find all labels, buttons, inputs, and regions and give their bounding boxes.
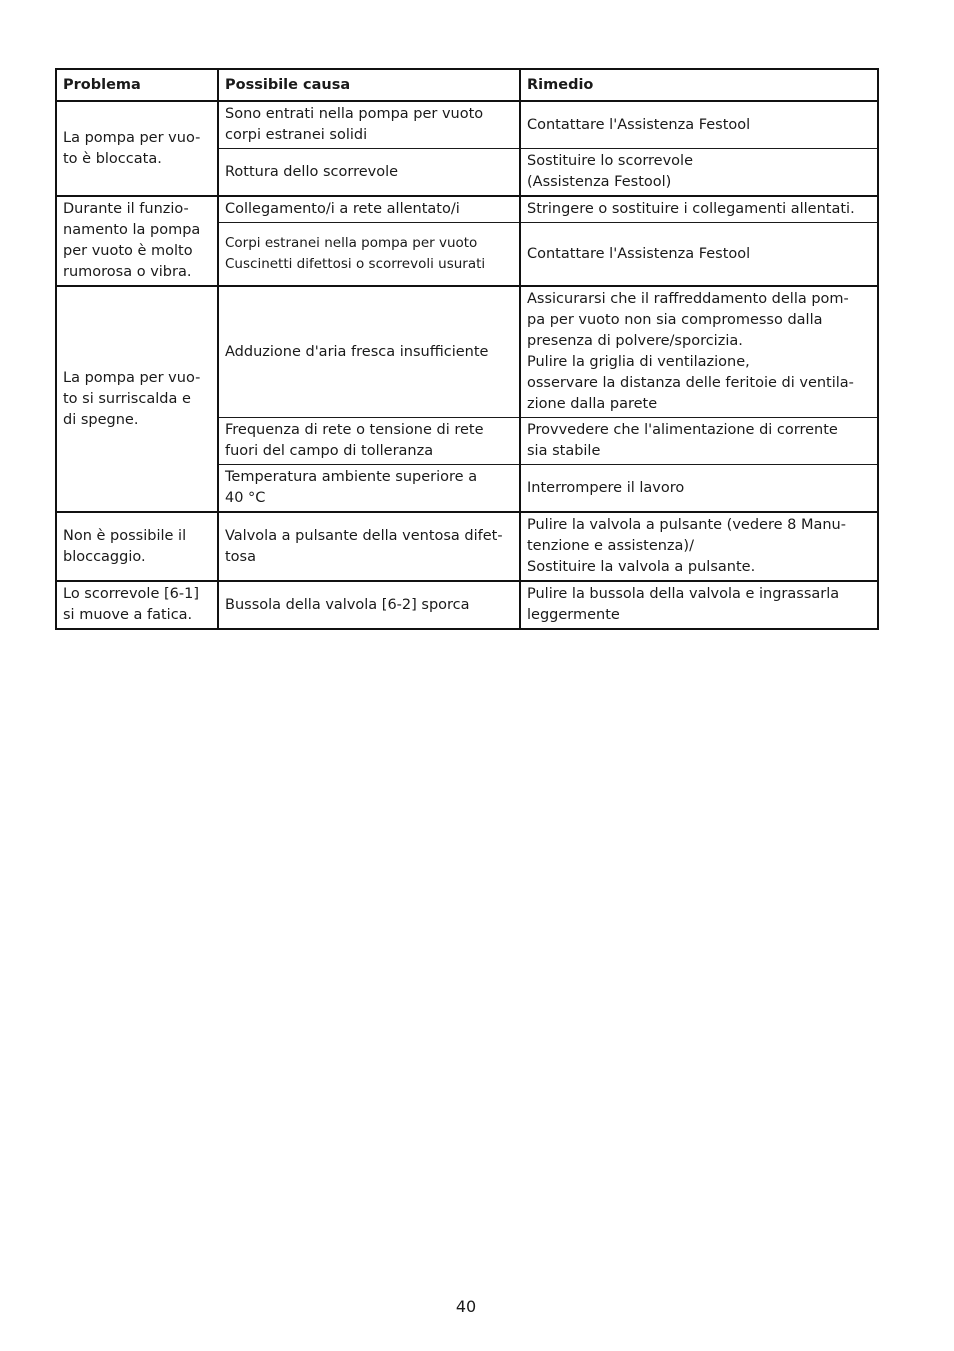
table-row: [56, 286, 878, 418]
table-row: [56, 581, 878, 629]
cause-cell: Collegamento/i a rete allentato/i: [218, 196, 520, 223]
table-row: [56, 512, 878, 581]
problem-cell: Non è possibile il bloccaggio.: [56, 512, 218, 581]
remedy-cell: Interrompere il lavoro: [520, 465, 878, 513]
cause-cell: Sono entrati nella pompa per vuoto corpi estranei solidi: [218, 101, 520, 149]
header-problem: Problema: [56, 69, 218, 101]
remedy-cell: Contattare l'Assistenza Festool: [520, 101, 878, 149]
problem-cell: La pompa per vuo- to si surriscalda e di spegne.: [56, 286, 218, 512]
remedy-cell: Provvedere che l'alimentazione di corrente sia stabile: [520, 418, 878, 465]
cause-cell: Corpi estranei nella pompa per vuoto Cuscinetti difettosi o scorrevoli usurati: [218, 223, 520, 286]
cause-cell: Valvola a pulsante della ventosa difet- tosa: [218, 512, 520, 581]
remedy-cell: Stringere o sostituire i collegamenti allentati.: [520, 196, 878, 223]
remedy-cell: Contattare l'Assistenza Festool: [520, 223, 878, 286]
problem-cell: Lo scorrevole [6-1] si muove a fatica.: [56, 581, 218, 629]
table-row: [56, 101, 878, 149]
problem-cell: Durante il funzio- namento la pompa per vuoto è molto rumorosa o vibra.: [56, 196, 218, 286]
table-header-row: [56, 69, 878, 101]
header-remedy: Rimedio: [520, 69, 878, 101]
remedy-cell: Pulire la bussola della valvola e ingrassarla leggermente: [520, 581, 878, 629]
table-row: [56, 196, 878, 223]
troubleshooting-table: [55, 68, 879, 630]
header-cause: Possibile causa: [218, 69, 520, 101]
remedy-cell: Pulire la valvola a pulsante (vedere 8 Manu- tenzione e assistenza)/ Sostituire la valvola a pulsante.: [520, 512, 878, 581]
problem-cell: La pompa per vuo- to è bloccata.: [56, 101, 218, 196]
remedy-cell: Assicurarsi che il raffreddamento della pom- pa per vuoto non sia compromesso dalla presenza di polvere/sporcizia. Pulire la griglia di ventilazione, osservare la distanza delle feritoie di ventila- zione dalla parete: [520, 286, 878, 418]
cause-cell: Adduzione d'aria fresca insufficiente: [218, 286, 520, 418]
page-number: 40: [455, 1297, 477, 1316]
cause-cell: Rottura dello scorrevole: [218, 149, 520, 197]
remedy-cell: Sostituire lo scorrevole (Assistenza Festool): [520, 149, 878, 197]
cause-cell: Bussola della valvola [6-2] sporca: [218, 581, 520, 629]
cause-cell: Temperatura ambiente superiore a 40 °C: [218, 465, 520, 513]
cause-cell: Frequenza di rete o tensione di rete fuori del campo di tolleranza: [218, 418, 520, 465]
